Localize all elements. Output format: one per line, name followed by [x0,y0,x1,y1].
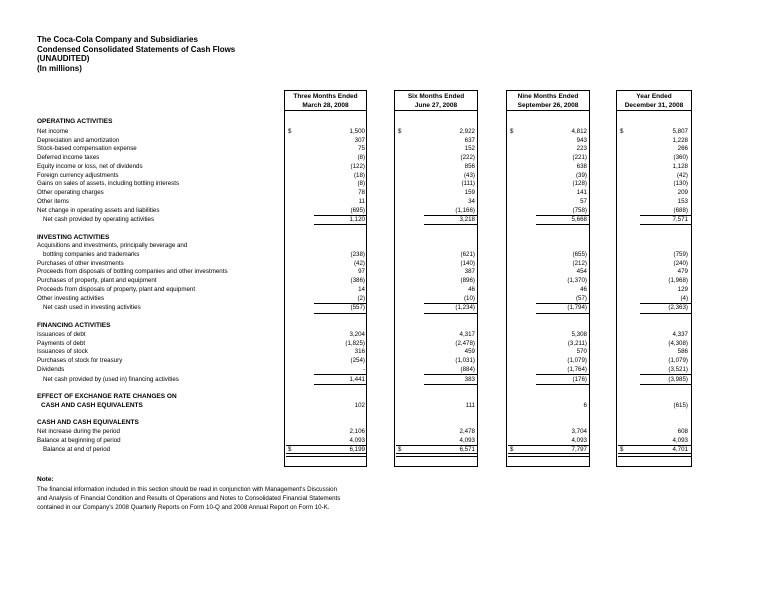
note-line: The financial information included in this section should be read in conjunction with Management's Discussion [37,486,338,493]
row-label: Dividends [37,366,65,373]
row-value: 6 [583,402,587,409]
company-name: The Coca-Cola Company and Subsidiaries [37,35,198,44]
column-header-date: December 31, 2008 [624,102,684,109]
row-value: (42) [353,260,365,267]
row-value: 223 [576,145,587,152]
row-value: 1,228 [672,137,688,144]
row-value: (2,478) [455,340,475,347]
note-line: and Analysis of Financial Condition and Results of Operations and Notes to Consolidated Financial Statements [37,495,341,502]
row-label: Net change in operating assets and liabilities [37,207,160,214]
single-underline [314,313,366,314]
row-value: (3,985) [668,376,688,383]
row-value: 943 [576,137,587,144]
row-value: (10) [463,295,475,302]
row-value: 5,807 [672,128,688,135]
row-value: 307 [354,137,365,144]
single-underline [536,374,589,375]
row-value: (3,211) [567,340,587,347]
row-label: Issuances of debt [37,331,86,338]
row-label: Issuances of stock [37,348,88,355]
row-value: (4,308) [668,340,688,347]
row-value: 141 [576,189,587,196]
row-value: 570 [576,348,587,355]
row-value: 4,093 [672,437,688,444]
unaudited-label: (UNAUDITED) [37,54,90,64]
row-value: (1,234) [455,304,475,311]
row-value: (176) [572,376,587,383]
row-value: (1,794) [567,304,587,311]
row-value: (1,166) [455,207,475,214]
row-value: 3,218 [459,216,475,223]
row-value: 1,128 [672,163,688,170]
single-underline [640,384,691,385]
row-value: 102 [354,402,365,409]
row-value: 46 [468,286,475,293]
double-underline [618,453,691,457]
row-value: (2,363) [668,304,688,311]
row-label: bottling companies and trademarks [43,251,140,258]
row-value: 34 [468,198,475,205]
row-value: 111 [465,402,475,409]
row-value: (1,370) [567,277,587,284]
single-underline [314,374,366,375]
row-value: (4) [680,295,688,302]
row-value: 2,478 [459,428,475,435]
row-value: (1,079) [567,357,587,364]
row-value: (140) [460,260,475,267]
row-value: (8) [357,180,365,187]
row-label: Purchases of property, plant and equipment [37,277,157,284]
row-value: 856 [464,163,475,170]
row-value: (1,764) [567,366,587,373]
row-value: (2) [357,295,365,302]
section-heading: CASH AND CASH EQUIVALENTS [37,419,139,426]
currency-symbol: $ [398,446,402,453]
section-heading: OPERATING ACTIVITIES [37,118,113,125]
single-underline [536,384,589,385]
row-value: 6,571 [459,446,475,453]
row-value: (111) [461,180,475,187]
row-value: 7,571 [672,216,688,223]
row-label: Proceeds from disposals of bottling companies and other investments [37,268,228,275]
row-value: (557) [350,304,365,311]
row-value: (39) [575,172,587,179]
row-value: 14 [358,286,365,293]
row-value: 209 [677,189,688,196]
single-underline [640,313,691,314]
row-value: (621) [460,251,475,258]
column-header-date: June 27, 2008 [414,102,458,109]
row-value: (57) [575,295,587,302]
row-label: Balance at end of period [43,446,111,453]
row-value: 4,093 [349,437,365,444]
units-label: (In millions) [37,64,82,74]
row-label: Other operating charges [37,189,104,196]
column-header [285,91,366,111]
row-value: 5,308 [571,331,587,338]
row-value: 479 [677,268,688,275]
currency-symbol: $ [398,128,402,135]
row-value: 266 [677,145,688,152]
row-value: (758) [572,207,587,214]
double-underline [508,453,589,457]
report-header [37,35,235,74]
row-value: 4,812 [571,128,587,135]
row-value: (238) [350,251,365,258]
row-value: (130) [673,180,688,187]
single-underline [424,313,477,314]
row-label: Net cash provided by operating activities [43,216,155,223]
row-value: 586 [677,348,688,355]
column-header [507,91,589,111]
row-label: Stock-based compensation expense [37,145,137,152]
row-value: 4,093 [459,437,475,444]
row-value: 1,120 [349,216,365,223]
row-value: (43) [463,172,475,179]
row-value: 4,093 [571,437,587,444]
section-heading: CASH AND CASH EQUIVALENTS [41,402,143,409]
single-underline [314,384,366,385]
row-label: Foreign currency adjustments [37,172,119,179]
row-value: (688) [673,207,688,214]
row-value: (1,968) [668,277,688,284]
single-underline [424,224,477,225]
row-value: 129 [677,286,688,293]
row-value: (254) [350,357,365,364]
row-value: 637 [464,137,475,144]
row-value: 383 [464,376,475,383]
single-underline [640,374,691,375]
currency-symbol: $ [620,128,624,135]
note-text [37,485,340,512]
row-label: Purchases of stock for treasury [37,357,123,364]
row-label: Other items [37,198,69,205]
column-header-period: Three Months Ended [293,93,358,100]
row-value: 46 [580,286,587,293]
row-value: 78 [358,189,365,196]
row-value: (360) [673,154,688,161]
row-value: (884) [460,366,475,373]
row-value: - [362,366,365,373]
row-value: 97 [358,268,365,275]
row-value: (655) [572,251,587,258]
row-value: (222) [460,154,475,161]
row-label: Acquisitions and investments, principally beverage and [37,242,188,249]
single-underline [424,374,477,375]
row-label: Gains on sales of assets, including bottling interests [37,180,180,187]
note-line: contained in our Company's 2008 Quarterly Reports on Form 10-Q and 2008 Annual Report on Form 10-K. [37,504,330,511]
currency-symbol: $ [510,128,514,135]
currency-symbol: $ [620,446,624,453]
row-label: Balance at beginning of period [37,437,121,444]
row-label: Net cash used in investing activities [43,304,141,311]
row-value: 159 [464,189,475,196]
row-value: (695) [350,207,365,214]
row-value: (240) [673,260,688,267]
row-label: Deferred income taxes [37,154,100,161]
row-value: 152 [464,145,475,152]
single-underline [640,224,691,225]
row-value: 7,797 [571,446,587,453]
row-value: 4,337 [672,331,688,338]
currency-symbol: $ [288,128,292,135]
row-value: (8) [357,154,365,161]
row-value: 1,500 [349,128,365,135]
row-value: (122) [350,163,365,170]
row-value: 459 [464,348,475,355]
row-value: (212) [572,260,587,267]
column-header [617,91,691,111]
column-header [395,91,477,111]
row-value: 3,204 [349,331,365,338]
section-heading: INVESTING ACTIVITIES [37,234,110,241]
row-value: (42) [676,172,688,179]
row-value: 2,106 [349,428,365,435]
single-underline [314,224,366,225]
row-value: (1,825) [345,340,365,347]
row-value: 1,441 [349,376,365,383]
single-underline [424,384,477,385]
row-value: (386) [350,277,365,284]
row-label: Net increase during the period [37,428,120,435]
row-value: 153 [677,198,688,205]
section-heading: EFFECT OF EXCHANGE RATE CHANGES ON [37,393,177,400]
row-value: 387 [464,268,475,275]
double-underline [286,453,366,457]
row-value: 57 [580,198,587,205]
row-value: 454 [576,268,587,275]
double-underline [396,453,477,457]
row-label: Proceeds from disposals of property, plant and equipment [37,286,196,293]
row-value: 316 [354,348,365,355]
row-value: 4,317 [459,331,475,338]
row-label: Payments of debt [37,340,86,347]
row-value: (615) [673,402,688,409]
row-value: 11 [358,198,365,205]
column-header-date: September 26, 2008 [517,102,579,109]
row-value: 3,704 [571,428,587,435]
note-title: Note: [37,476,54,483]
row-value: 608 [677,428,688,435]
row-value: (1,079) [668,357,688,364]
row-value: (1,031) [455,357,475,364]
column-header-date: March 28, 2008 [302,102,349,109]
single-underline [536,224,589,225]
row-value: (759) [673,251,688,258]
row-value: 4,701 [672,446,688,453]
row-value: (18) [353,172,365,179]
currency-symbol: $ [510,446,514,453]
row-label: Depreciation and amortization [37,137,120,144]
row-value: (128) [572,180,587,187]
row-value: (896) [460,277,475,284]
row-value: 638 [576,163,587,170]
column-header-period: Six Months Ended [407,93,465,100]
row-label: Equity income or loss, net of dividends [37,163,143,170]
section-heading: FINANCING ACTIVITIES [37,322,111,329]
row-value: (3,521) [668,366,688,373]
single-underline [536,313,589,314]
row-label: Net cash provided by (used in) financing activities [43,376,179,383]
column-header-period: Nine Months Ended [517,93,579,100]
row-label: Purchases of other investments [37,260,124,267]
row-value: 6,199 [349,446,365,453]
row-value: 75 [358,145,365,152]
row-value: (221) [572,154,587,161]
row-value: 5,668 [571,216,587,223]
statement-title: Condensed Consolidated Statements of Cash Flows [37,44,236,54]
currency-symbol: $ [288,446,292,453]
row-value: 2,922 [459,128,475,135]
column-header-period: Year Ended [636,93,672,100]
row-label: Other investing activities [37,295,105,302]
row-label: Net income [37,128,69,135]
